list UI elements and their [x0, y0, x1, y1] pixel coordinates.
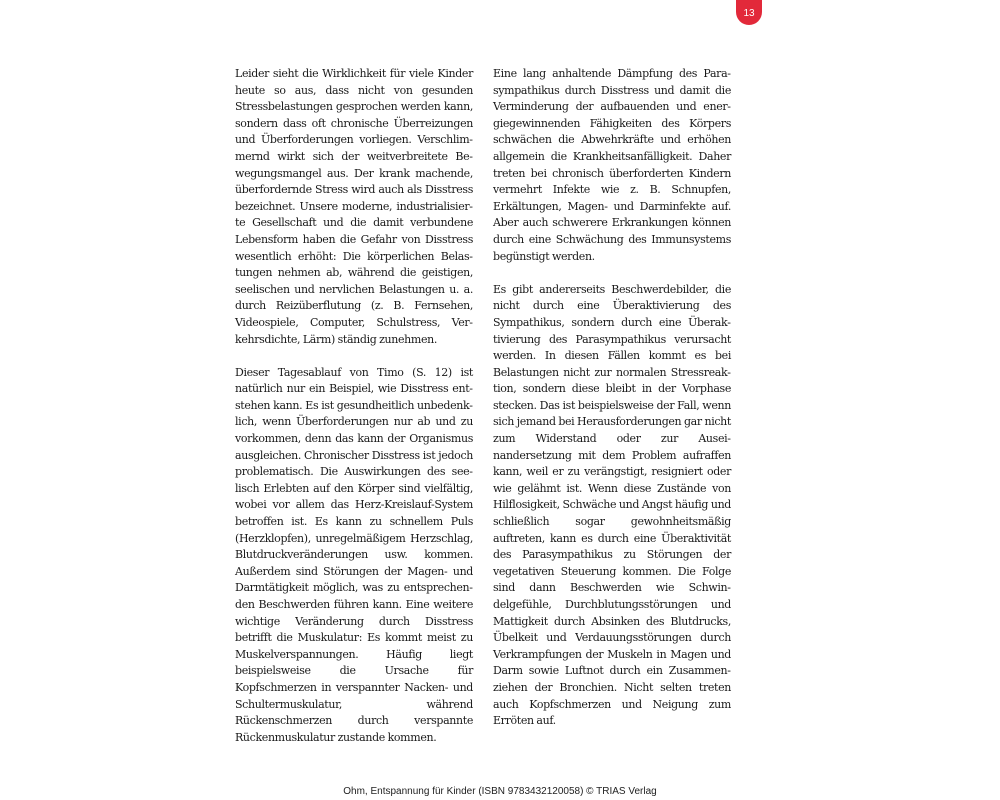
page-number: 13 [743, 8, 755, 19]
footer-citation: Ohm, Entspannung für Kinder (ISBN 9783432120058) © TRIAS Verlag [343, 786, 657, 797]
right-text-column [493, 66, 731, 730]
left-text-column [235, 66, 473, 746]
paragraph: Leider sieht die Wirklichkeit für viele Kinder heute so aus, dass nicht von gesunden Stressbelastungen gesprochen werden kann, sondern dass oft chronische Überreizungen und Überforderungen vorliegen. Verschlimmernd wirkt sich der weitverbreitete Bewegungsmangel aus. Der krank machende, überfordernde Stress wird auch als Disstress bezeichnet. Unsere moderne, industrialisierte Gesellschaft und die damit verbundene Lebensform haben die Gefahr von Disstress wesentlich erhöht: Die körperlichen Belastungen nehmen ab, während die geistigen, seelischen und nervlichen Belastungen u. a. durch Reizüberflutung (z. B. Fernsehen, Videospiele, Computer, Schulstress, Verkehrsdichte, Lärm) ständig zunehmen. [235, 67, 473, 346]
paragraph: Dieser Tagesablauf von Timo (S. 12) ist natürlich nur ein Beispiel, wie Disstress entstehen kann. Es ist gesundheitlich unbedenklich, wenn Überforderungen nur ab und zu vorkommen, denn das kann der Organismus ausgleichen. Chronischer Disstress ist jedoch problematisch. Die Auswirkungen des seelisch Erlebten auf den Körper sind vielfältig, wobei vor allem das Herz-Kreislauf-System betroffen ist. Es kann zu schnellem Puls (Herzklopfen), unregelmäßigem Herzschlag, Blutdruckveränderungen usw. kommen. Außerdem sind Störungen der Magen- und Darmtätigkeit möglich, was zu entsprechenden Beschwerden führen kann. Eine weitere wichtige Veränderung durch Disstress betrifft die Muskulatur: Es kommt meist zu Muskelverspannungen. Häufig liegt beispielsweise die Ursache für Kopfschmerzen in verspannter Nacken- und Schultermuskulatur, während Rückenschmerzen durch verspannte Rückenmuskulatur zustande kommen. [235, 365, 473, 744]
page-number-badge [736, 0, 762, 25]
paragraph: Es gibt andererseits Beschwerdebilder, die nicht durch eine Überaktivierung des Sympathikus, sondern durch eine Überaktivierung des Parasympathikus verursacht werden. In diesen Fällen kommt es bei Belastungen nicht zur normalen Stressreaktion, sondern diese bleibt in der Vorphase stecken. Das ist beispielsweise der Fall, wenn sich jemand bei Herausforderungen gar nicht zum Widerstand oder zur Auseinandersetzung mit dem Problem aufraffen kann, weil er zu verängstigt, resigniert oder wie gelähmt ist. Wenn diese Zustände von Hilflosigkeit, Schwäche und Angst häufig und schließlich sogar gewohnheitsmäßig auftreten, kann es durch eine Überaktivität des Parasympathikus zu Störungen der vegetativen Steuerung kommen. Die Folge sind dann Beschwerden wie Schwindelgefühle, Durchblutungsstörungen und Mattigkeit durch Absinken des Blutdrucks, Übelkeit und Verdauungsstörungen durch Verkrampfungen der Muskeln in Magen und Darm sowie Luftnot durch ein Zusammenziehen der Bronchien. Nicht selten treten auch Kopfschmerzen und Neigung zum Erröten auf. [493, 282, 731, 728]
paragraph: Eine lang anhaltende Dämpfung des Parasympathikus durch Disstress und damit die Verminderung der aufbauenden und energiegewinnenden Fähigkeiten des Körpers schwächen die Abwehrkräfte und erhöhen allgemein die Krankheitsanfälligkeit. Daher treten bei chronisch überforderten Kindern vermehrt Infekte wie z. B. Schnupfen, Erkältungen, Magen- und Darminfekte auf. Aber auch schwerere Erkrankungen können durch eine Schwächung des Immunsystems begünstigt werden. [493, 67, 731, 263]
